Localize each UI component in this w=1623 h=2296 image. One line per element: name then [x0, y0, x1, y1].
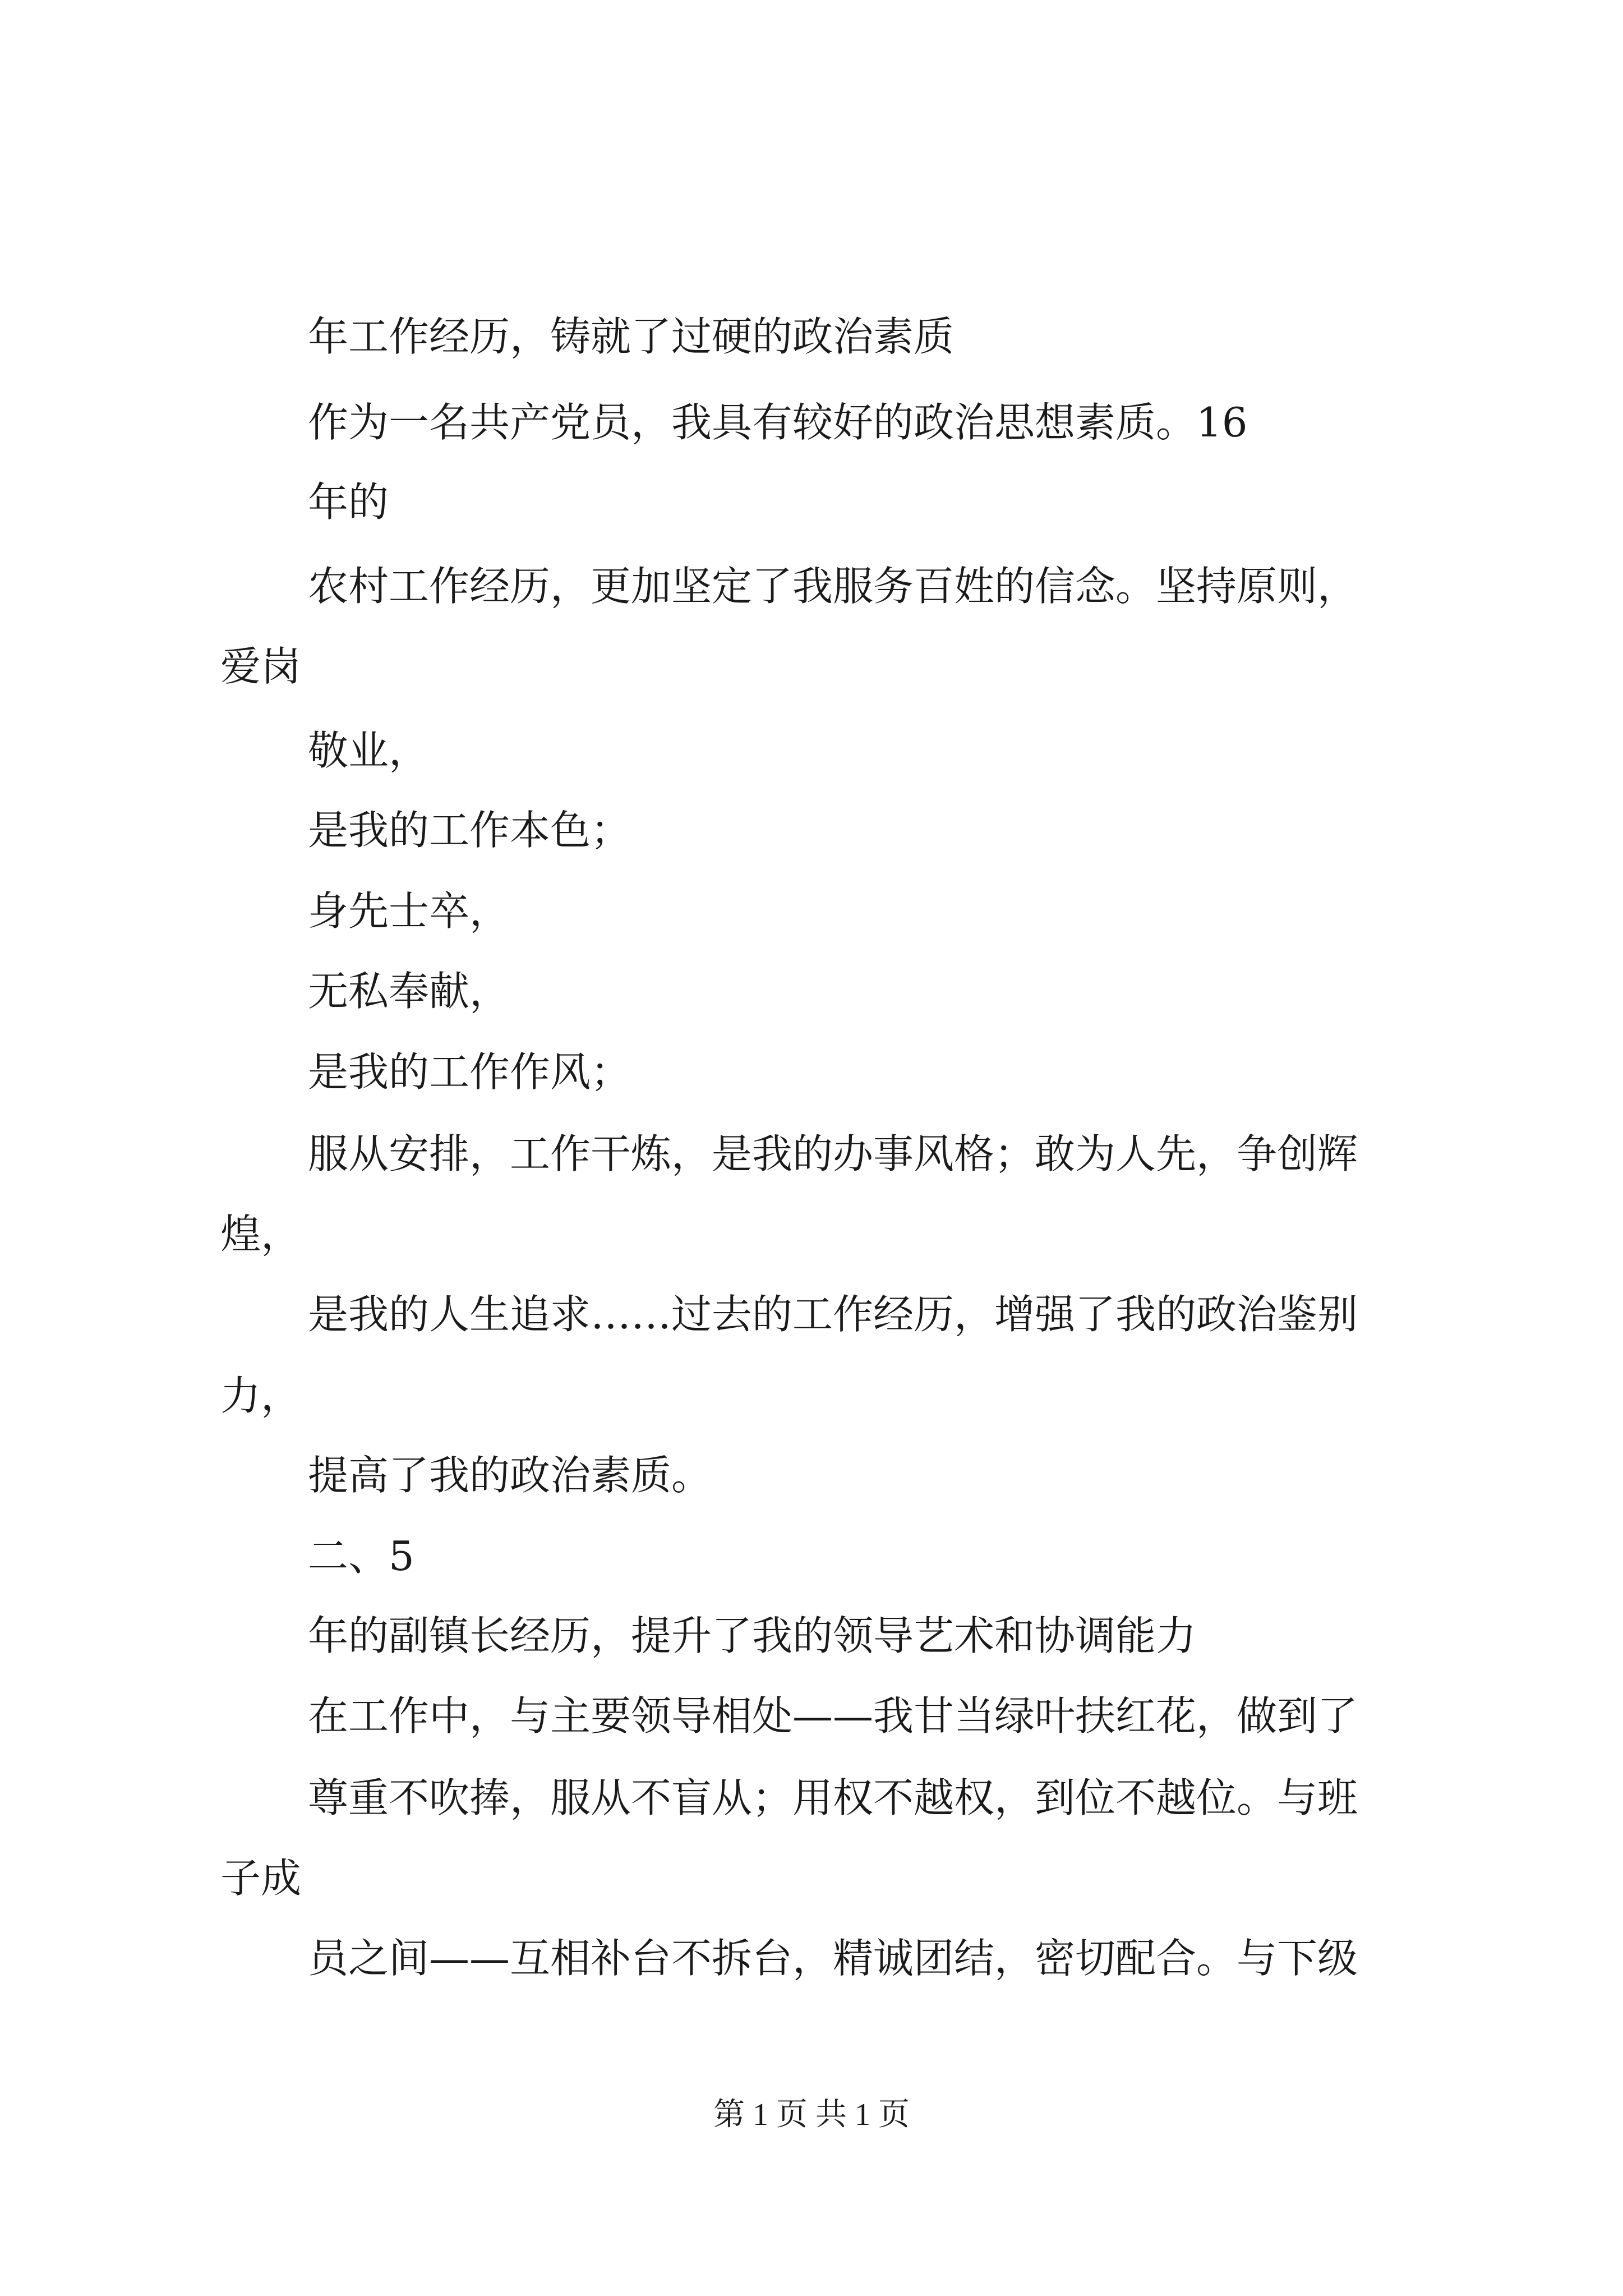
page-number-footer: 第 1 页 共 1 页	[713, 2097, 910, 2132]
text-line: 服从安排，工作干炼，是我的办事风格；敢为人先，争创辉	[308, 1130, 1358, 1177]
text-line: 年工作经历，铸就了过硬的政治素质	[308, 313, 955, 360]
text-line: 是我的人生追求……过去的工作经历，增强了我的政治鉴别	[308, 1291, 1358, 1338]
text-line: 员之间——互相补台不拆台，精诚团结，密切配合。与下级	[308, 1935, 1358, 1982]
text-line: 敬业，	[308, 727, 430, 774]
text-line: 爱岗	[220, 643, 302, 690]
text-line: 二、5	[308, 1533, 414, 1580]
text-line: 子成	[220, 1855, 302, 1902]
text-line: 身先士卒，	[308, 887, 510, 935]
text-line: 力，	[220, 1372, 302, 1419]
text-line: 尊重不吹捧，服从不盲从；用权不越权，到位不越位。与班	[308, 1774, 1358, 1821]
text-line: 年的	[308, 478, 389, 526]
text-line: 年的副镇长经历，提升了我的领导艺术和协调能力	[308, 1612, 1197, 1659]
text-line: 提高了我的政治素质。	[308, 1452, 712, 1499]
text-line: 煌，	[220, 1211, 302, 1258]
text-line: 作为一名共产党员，我具有较好的政治思想素质。16	[308, 399, 1248, 446]
text-line: 无私奉献，	[308, 968, 510, 1015]
text-line: 在工作中，与主要领导相处——我甘当绿叶扶红花，做到了	[308, 1692, 1358, 1740]
text-line: 是我的工作作风；	[308, 1048, 631, 1096]
text-line: 是我的工作本色；	[308, 807, 631, 854]
text-line: 农村工作经历，更加坚定了我服务百姓的信念。坚持原则，	[308, 563, 1358, 610]
